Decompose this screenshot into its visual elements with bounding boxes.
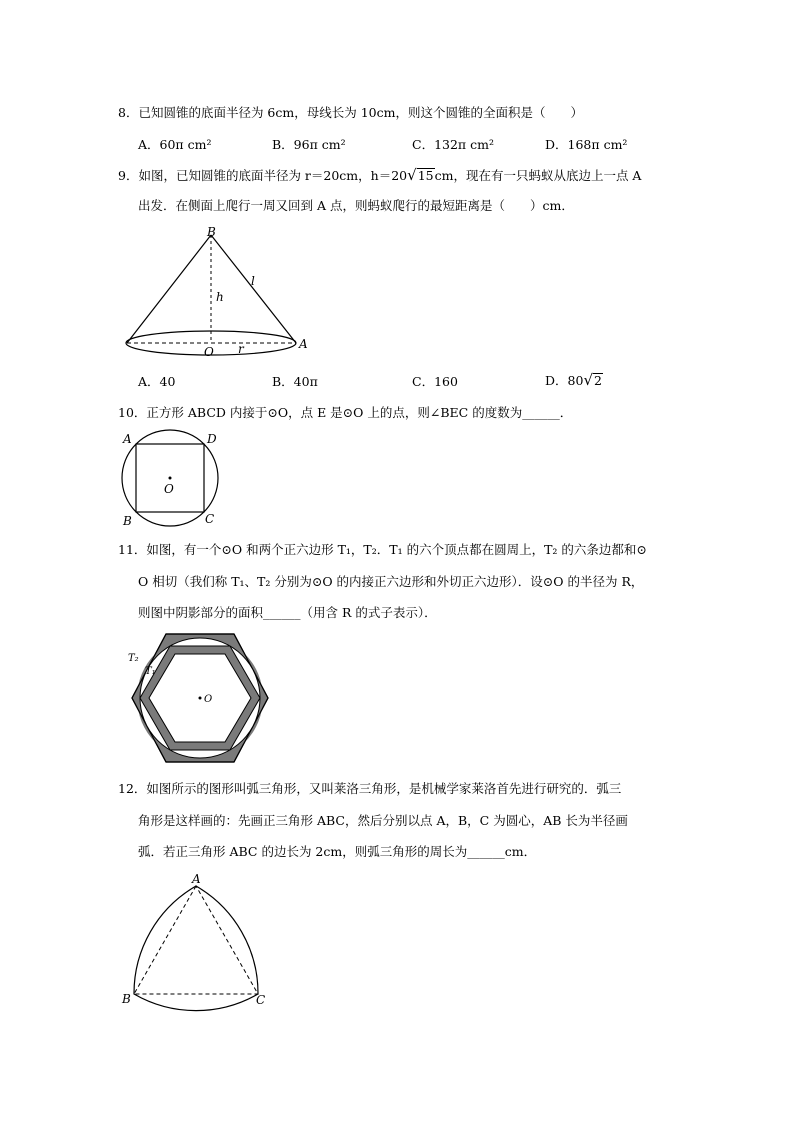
q9-stem-part2: cm，现在有一只蚂蚁从底边上一点 A xyxy=(434,168,642,183)
label-B: B xyxy=(122,992,131,1006)
label-B: B xyxy=(123,514,132,528)
label-A: A xyxy=(299,337,308,351)
q8-stem: 8．已知圆锥的底面半径为 6cm，母线长为 10cm，则这个圆锥的全面积是（ ） xyxy=(118,105,583,120)
label-r: r xyxy=(238,342,244,356)
q8-option-b: B．96π cm² xyxy=(272,137,346,152)
label-T1: T₁ xyxy=(145,666,156,677)
q12-stem-line1: 12．如图所示的图形叫弧三角形，又叫莱洛三角形，是机械学家莱洛首先进行研究的．弧三 xyxy=(118,781,622,796)
q11-stem-line1: 11．如图，有一个⊙O 和两个正六边形 T₁，T₂．T₁ 的六个顶点都在圆周上，T₂ 的六条边都和⊙ xyxy=(118,542,647,557)
cone-right-side xyxy=(211,235,296,343)
center-point xyxy=(169,477,172,480)
label-h: h xyxy=(216,290,224,304)
q11-stem-line2: O 相切（我们称 T₁、T₂ 分别为⊙O 的内接正六边形和外切正六边形）．设⊙O 的半径为 R， xyxy=(138,574,644,589)
label-l: l xyxy=(251,274,255,288)
q9-option-a: A．40 xyxy=(138,374,176,389)
label-C: C xyxy=(256,993,266,1007)
q9-option-b: B．40π xyxy=(272,374,318,389)
q8-option-a: A．60π cm² xyxy=(138,137,212,152)
label-O: O xyxy=(204,345,214,359)
label-D: D xyxy=(207,432,217,446)
cone-left-side xyxy=(127,235,211,343)
label-O: O xyxy=(164,482,174,496)
q9-option-d xyxy=(545,372,603,389)
reuleaux-triangle-figure xyxy=(118,872,278,1022)
label-O: O xyxy=(204,694,213,705)
label-A: A xyxy=(192,872,201,886)
sqrt-symbol: √ xyxy=(583,371,593,389)
q12-stem-line3: 弧．若正三角形 ABC 的边长为 2cm，则弧三角形的周长为______cm． xyxy=(138,844,537,859)
label-B: B xyxy=(207,225,216,239)
equilateral-triangle-ABC xyxy=(134,886,258,994)
q8-option-d: D．168π cm² xyxy=(545,137,628,152)
reuleaux-arcs xyxy=(134,886,258,1011)
center-point xyxy=(199,697,202,700)
q9-option-d-radicand: 2 xyxy=(594,373,602,388)
sqrt-symbol: √ xyxy=(407,166,417,184)
q8-option-c: C．132π cm² xyxy=(412,137,494,152)
q9-option-c: C．160 xyxy=(412,374,458,389)
hexagons-figure xyxy=(115,628,285,768)
cone-figure xyxy=(120,225,320,365)
q12-stem-line2: 角形是这样画的：先画正三角形 ABC，然后分别以点 A，B，C 为圆心，AB 长为半径画 xyxy=(138,813,628,828)
q10-stem: 10．正方形 ABCD 内接于⊙O，点 E 是⊙O 上的点，则∠BEC 的度数为______． xyxy=(118,405,573,420)
label-C: C xyxy=(205,512,215,526)
q9-stem-line1 xyxy=(118,167,641,184)
q9-radicand: 15 xyxy=(417,168,434,183)
inscribed-square-figure xyxy=(115,428,225,528)
label-T2: T₂ xyxy=(128,653,139,664)
q9-stem-line2: 出发．在侧面上爬行一周又回到 A 点，则蚂蚁爬行的最短距离是（ ）cm． xyxy=(138,198,574,213)
q11-stem-line3: 则图中阴影部分的面积______（用含 R 的式子表示）． xyxy=(138,605,437,620)
q9-option-d-prefix: D．80 xyxy=(545,373,584,388)
q9-stem-part1: 9．如图，已知圆锥的底面半径为 r＝20cm，h＝20 xyxy=(118,168,408,183)
label-A: A xyxy=(123,432,132,446)
